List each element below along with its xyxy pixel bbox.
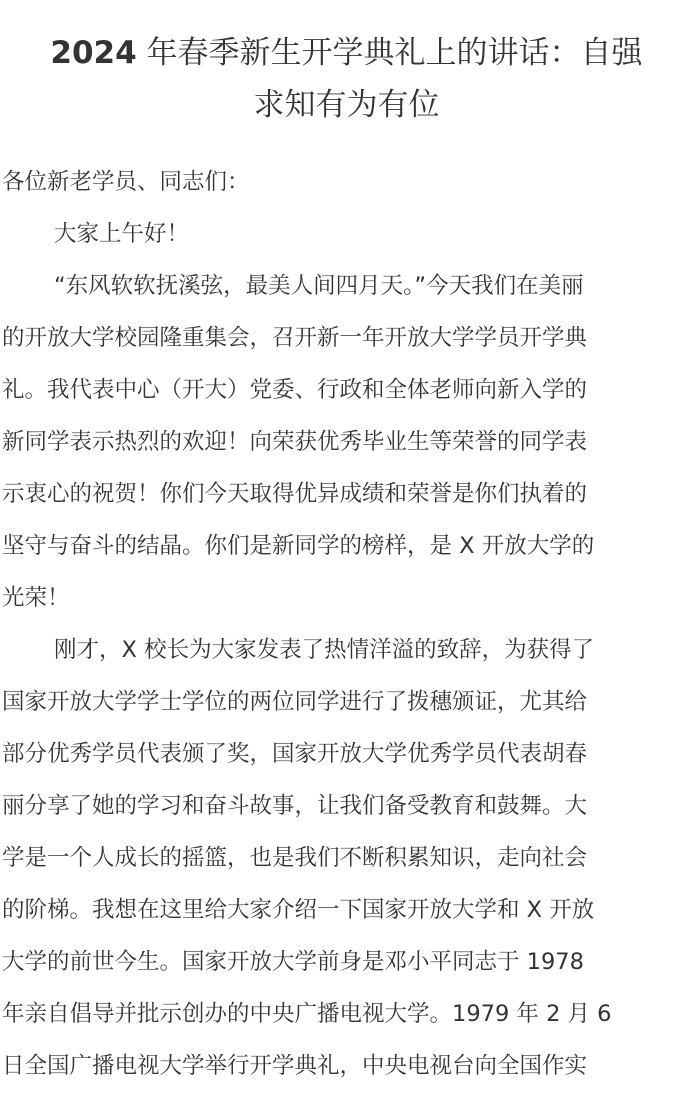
speech-body — [2, 156, 692, 1092]
body-text-line: 的开放大学校园隆重集会，召开新一年开放大学学员开学典 — [2, 325, 588, 351]
body-text-line: 大学的前世今生。国家开放大学前身是邓小平同志于 1978 — [2, 949, 584, 975]
body-text-line: 国家开放大学学士学位的两位同学进行了拨穗颁证，尤其给 — [2, 689, 588, 715]
body-text-line: 礼。我代表中心（开大）党委、行政和全体老师向新入学的 — [2, 377, 588, 403]
body-text-line: 学是一个人成长的摇篮，也是我们不断积累知识，走向社会 — [2, 845, 588, 871]
body-text-line: “东风软软抚溪弦，最美人间四月天。”今天我们在美丽 — [54, 273, 584, 299]
title-line-1 — [0, 27, 693, 79]
body-text-line: 示衷心的祝贺！你们今天取得优异成绩和荣誉是你们执着的 — [2, 481, 588, 507]
body-text-line: 光荣！ — [2, 585, 70, 611]
body-text-line: 刚才，X 校长为大家发表了热情洋溢的致辞，为获得了 — [54, 637, 595, 663]
body-text-line: 日全国广播电视大学举行开学典礼，中央电视台向全国作实 — [2, 1053, 588, 1079]
title-year: 2024 — [50, 35, 137, 71]
title-line-1-text: 年春季新生开学典礼上的讲话：自强 — [136, 35, 643, 71]
body-text-line: 大家上午好！ — [54, 221, 190, 247]
body-text-line: 新同学表示热烈的欢迎！向荣获优秀毕业生等荣誉的同学表 — [2, 429, 588, 455]
body-text-line: 年亲自倡导并批示创办的中央广播电视大学。1979 年 2 月 6 — [2, 1001, 612, 1027]
body-text-line: 坚守与奋斗的结晶。你们是新同学的榜样，是 X 开放大学的 — [2, 533, 595, 559]
title-line-2: 求知有为有位 — [253, 87, 440, 123]
body-text-line: 丽分享了她的学习和奋斗故事，让我们备受教育和鼓舞。大 — [2, 793, 588, 819]
document-title — [0, 27, 693, 131]
body-text-line: 各位新老学员、同志们： — [2, 169, 250, 195]
body-text-line: 部分优秀学员代表颁了奖，国家开放大学优秀学员代表胡春 — [2, 741, 588, 767]
body-text-line: 的阶梯。我想在这里给大家介绍一下国家开放大学和 X 开放 — [2, 897, 595, 923]
